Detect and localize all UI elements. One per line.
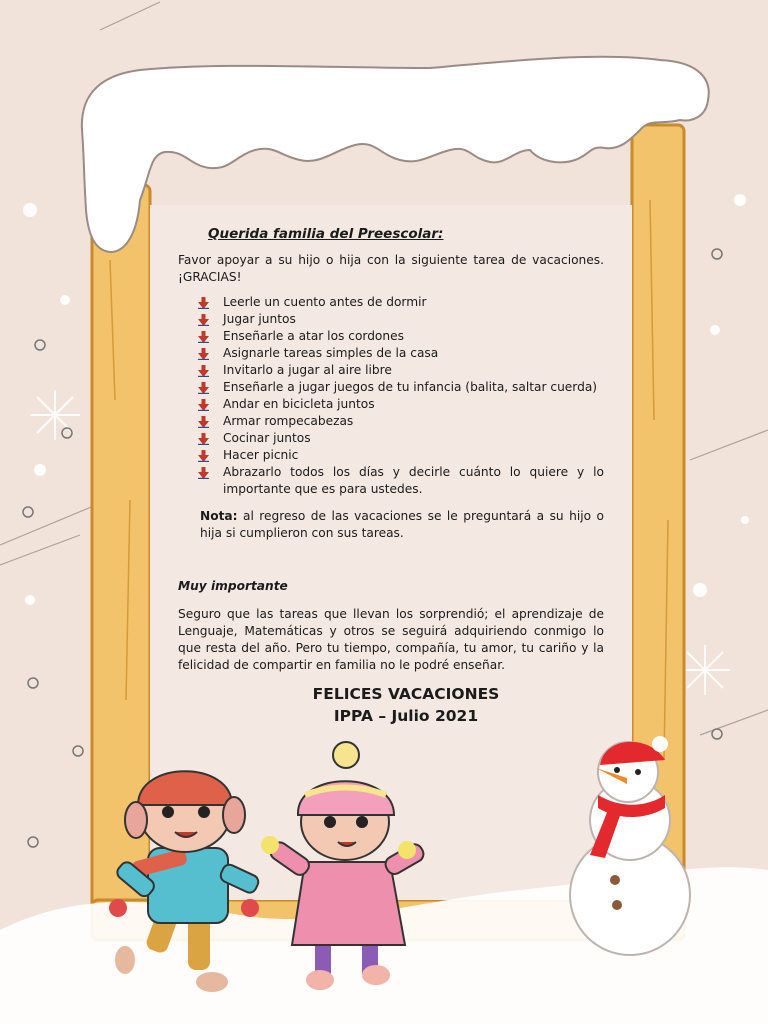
arrow-bullet-icon — [198, 416, 209, 428]
arrow-bullet-icon — [198, 314, 209, 326]
footer — [208, 683, 604, 727]
list-item: Hacer picnic — [198, 447, 604, 464]
list-item: Enseñarle a jugar juegos de tu infancia (balita, saltar cuerda) — [198, 379, 604, 396]
arrow-bullet-icon — [198, 348, 209, 360]
list-item: Armar rompecabezas — [198, 413, 604, 430]
list-item: Enseñarle a atar los cordones — [198, 328, 604, 345]
list-item: Invitarlo a jugar al aire libre — [198, 362, 604, 379]
important-heading: Muy importante — [178, 579, 288, 593]
arrow-bullet-icon — [198, 467, 209, 479]
note-label: Nota: — [200, 509, 238, 523]
letter-content — [178, 226, 604, 727]
list-item: Cocinar juntos — [198, 430, 604, 447]
intro-paragraph: Favor apoyar a su hijo o hija con la siguiente tarea de vacaciones. ¡GRACIAS! — [178, 253, 604, 284]
arrow-bullet-icon — [198, 365, 209, 377]
footer-signature: IPPA – Julio 2021 — [333, 707, 479, 725]
arrow-bullet-icon — [198, 433, 209, 445]
arrow-bullet-icon — [198, 297, 209, 309]
task-list — [178, 294, 604, 498]
arrow-bullet-icon — [198, 382, 209, 394]
list-item: Abrazarlo todos los días y decirle cuánto lo quiere y lo importante que es para ustedes. — [198, 464, 604, 498]
greeting-heading: Querida familia del Preescolar: — [208, 226, 444, 242]
list-item: Jugar juntos — [198, 311, 604, 328]
list-item: Andar en bicicleta juntos — [198, 396, 604, 413]
note-paragraph — [178, 508, 604, 542]
note-text: al regreso de las vacaciones se le preguntará a su hijo o hija si cumplieron con sus tareas. — [200, 509, 604, 540]
arrow-bullet-icon — [198, 450, 209, 462]
closing-paragraph: Seguro que las tareas que llevan los sorprendió; el aprendizaje de Lenguaje, Matemáticas y otros se seguirá adquiriendo conmigo lo que resta del año. Pero tu tiempo, compañía, tu amor, tu cariño y la felicidad de compartir en familia no le podré enseñar. — [178, 607, 604, 672]
list-item: Asignarle tareas simples de la casa — [198, 345, 604, 362]
arrow-bullet-icon — [198, 399, 209, 411]
arrow-bullet-icon — [198, 331, 209, 343]
list-item: Leerle un cuento antes de dormir — [198, 294, 604, 311]
footer-greeting: FELICES VACACIONES — [312, 685, 500, 703]
